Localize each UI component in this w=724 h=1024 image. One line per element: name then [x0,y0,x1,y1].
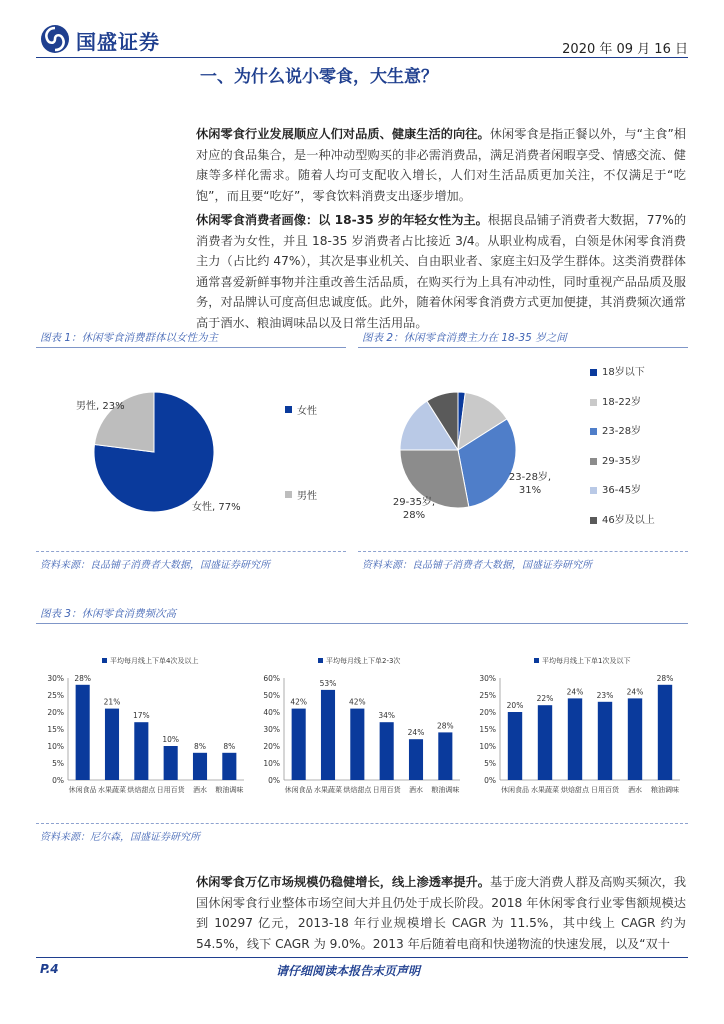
bar-data-label: 8% [223,741,236,751]
footer-divider [36,957,688,958]
figure-3-title: 图表 3：休闲零食消费频次高 [40,608,177,620]
figure-3-rule [36,623,688,624]
bar [134,722,148,780]
y-tick-label: 40% [263,708,280,717]
bar [508,712,522,780]
figure-1-source: 资料来源：良品铺子消费者大数据，国盛证券研究所 [40,560,270,571]
bar-data-label: 28% [656,673,674,683]
legend-label: 36-45岁 [602,485,642,496]
x-tick-label: 水果蔬菜 [98,786,126,794]
x-tick-label: 粮油调味 [651,786,679,794]
legend-swatch-female [285,406,292,413]
legend-label: 18岁以下 [602,367,645,378]
age-pie-chart [358,355,590,545]
x-tick-label: 日用百货 [156,786,185,794]
paragraph-body: 根据良品铺子消费者大数据，77%的消费者为女性，并且 18-35 岁消费者占比接近 3/4。从职业构成看，白领是休闲零食消费主力（占比约 47%），其次是事业机关、自由职业者、家庭主妇及学生群体。这类消费群体通常喜爱新鲜事物并注重改善生活品质，在购买行为上具有冲动性，同时重视产品品质及服务，对品牌认可度高但忠诚度低。此外，随着休闲零食消费方式更加便捷，其消费频次通常高于酒水、粮油调味品以及日常生活用品。 [196,213,687,330]
bar-data-label: 8% [194,741,206,751]
figure-2-source-rule [358,551,688,552]
legend-female [285,402,317,417]
bar-data-label: 28% [436,721,454,731]
paragraph-consumption-upgrade [196,124,686,206]
legend-swatch [590,517,597,524]
y-tick-label: 5% [484,759,496,768]
bar-data-label: 34% [378,711,396,721]
bar-data-label: 42% [290,697,308,707]
y-tick-label: 25% [47,691,64,700]
bar-data-label: 20% [506,701,524,710]
bar-data-label: 24% [407,728,425,738]
section-title: 一、为什么说小零食，大生意？ [200,67,438,87]
page-number: P.4 [40,962,59,976]
bar [222,753,236,780]
bar-data-label: 17% [132,711,150,721]
x-tick-label: 粮油调味 [215,786,244,794]
figure-1-source-rule [36,551,346,552]
bar-legend-label: 平均每月线上下单4次及以上 [110,657,199,665]
x-tick-label: 酒水 [628,786,642,794]
bar-data-label: 24% [626,687,644,697]
y-tick-label: 50% [263,691,280,700]
figure-1-title: 图表 1：休闲零食消费群体以女性为主 [40,332,219,344]
legend-label: 29-35岁 [602,455,642,467]
bar [164,746,178,780]
bar [568,698,582,780]
y-tick-label: 10% [47,742,64,751]
y-tick-label: 10% [263,759,280,768]
gender-pie-chart [36,355,346,545]
y-tick-label: 25% [479,691,496,700]
legend-swatch [590,458,597,465]
bar-data-label: 28% [74,673,92,683]
x-tick-label: 烘焙甜点 [343,786,372,794]
bar [598,702,612,780]
bar [105,709,119,780]
figure-3-source-rule [36,823,688,824]
bar-legend-swatch [102,658,107,663]
pie-label-female: 女性, 77% [192,502,241,513]
bar-legend-label: 平均每月线上下单1次及以下 [542,657,631,665]
y-tick-label: 10% [479,742,496,751]
bar [409,739,423,780]
bar-data-label: 24% [566,687,584,697]
pie-label-23-28: 23-28岁, 31% [508,472,552,496]
x-tick-label: 酒水 [193,786,207,794]
y-tick-label: 0% [484,776,496,785]
legend-male [285,487,317,502]
bar-data-label: 21% [103,697,121,707]
age-legend-item [590,425,686,455]
figure-3-source: 资料来源：尼尔森，国盛证券研究所 [40,832,200,843]
x-tick-label: 休闲食品 [501,786,529,794]
age-legend-item [590,514,686,544]
bar-legend-label: 平均每月线上下单2-3次 [326,657,401,665]
figure-2-source: 资料来源：良品铺子消费者大数据，国盛证券研究所 [362,560,592,571]
report-date: 2020 年 09 月 16 日 [562,42,688,57]
bar [658,685,672,780]
paragraph-lead: 休闲零食行业发展顺应人们对品质、健康生活的向往。 [196,127,490,141]
age-pie-legend [590,366,686,543]
bar-data-label: 53% [319,678,337,688]
paragraph-lead: 休闲零食万亿市场规模仍稳健增长，线上渗透率提升。 [196,875,491,889]
paragraph-body: 基于庞大消费人群及高购买频次，我国休闲零食行业整体市场空间大并且仍处于成长阶段。2018 年休闲零食行业零售额规模达到 10297 亿元，2013-18 年行业规模增长 CAGR 为 11.5%，其中线上 CAGR 约为 54.5%，线下 CAGR 为 9.0%。2013 年后随着电商和快递物流的快速发展，以及“双十 [196,875,687,951]
bar [380,722,394,780]
legend-label: 女性 [297,406,317,417]
y-tick-label: 30% [47,674,64,683]
bar [438,732,452,780]
bar-chart-2to3 [252,652,468,802]
figure-2-rule [358,347,688,348]
bar-chart-4plus [36,652,252,802]
paragraph-market-size [196,872,686,954]
x-tick-label: 水果蔬菜 [531,786,559,794]
bar [538,705,552,780]
legend-label: 男性 [297,491,317,502]
x-tick-label: 酒水 [409,786,423,794]
bar-data-label: 10% [162,735,180,744]
legend-label: 18-22岁 [602,396,642,408]
paragraph-body: 休闲零食是指正餐以外，与“主食”相对应的食品集合，是一种冲动型购买的非必需消费品，满足消费者闲暇享受、情感交流、健康等多样化需求。随着人均可支配收入增长，人们对生活品质更加关注，不仅满足于“吃饱”，而且要“吃好”，零食饮料消费支出逐步增加。 [196,127,686,203]
pie-label-29-35: 29-35岁, 28% [392,497,436,521]
bar-chart-1orless [468,652,688,802]
bar [321,690,335,780]
legend-swatch [590,399,597,406]
header-divider [36,57,688,58]
y-tick-label: 5% [52,759,64,768]
y-tick-label: 0% [268,776,280,785]
age-legend-item [590,396,686,426]
paragraph-lead: 休闲零食消费者画像：以 18-35 岁的年轻女性为主。 [196,213,488,227]
bar [76,685,90,780]
logo-icon [40,24,70,54]
x-tick-label: 休闲食品 [68,786,97,794]
bar [350,709,364,780]
x-tick-label: 粮油调味 [431,786,460,794]
bar [193,753,207,780]
y-tick-label: 30% [263,725,280,734]
paragraph-consumer-profile [196,210,686,333]
age-legend-item [590,455,686,485]
figure-1-rule [36,347,346,348]
y-tick-label: 20% [47,708,64,717]
bar-data-label: 42% [348,697,366,707]
brand-logo-text: 国盛证券 [76,30,160,54]
x-tick-label: 烘焙甜点 [127,786,156,794]
bar-data-label: 23% [596,690,614,700]
legend-swatch [590,487,597,494]
legend-swatch-male [285,491,292,498]
age-legend-item [590,484,686,514]
y-tick-label: 0% [52,776,64,785]
legend-label: 23-28岁 [602,426,642,437]
bar-legend-swatch [534,658,539,663]
legend-swatch [590,428,597,435]
bar-data-label: 22% [536,694,554,704]
x-tick-label: 休闲食品 [284,786,313,794]
y-tick-label: 60% [263,674,280,683]
figure-2-title: 图表 2：休闲零食消费主力在 18-35 岁之间 [362,332,567,344]
x-tick-label: 烘焙甜点 [561,786,589,794]
bar-legend-swatch [318,658,323,663]
bar [628,698,642,780]
footer-disclaimer: 请仔细阅读本报告末页声明 [276,964,421,978]
y-tick-label: 20% [263,742,280,751]
x-tick-label: 日用百货 [372,786,401,794]
legend-swatch [590,369,597,376]
legend-label: 46岁及以上 [602,514,655,526]
x-tick-label: 水果蔬菜 [314,786,342,794]
y-tick-label: 15% [479,725,496,734]
y-tick-label: 15% [47,725,64,734]
age-legend-item [590,366,686,396]
x-tick-label: 日用百货 [591,786,619,794]
y-tick-label: 20% [479,708,496,717]
pie-label-male: 男性, 23% [76,401,125,412]
y-tick-label: 30% [479,674,496,683]
bar [292,709,306,780]
